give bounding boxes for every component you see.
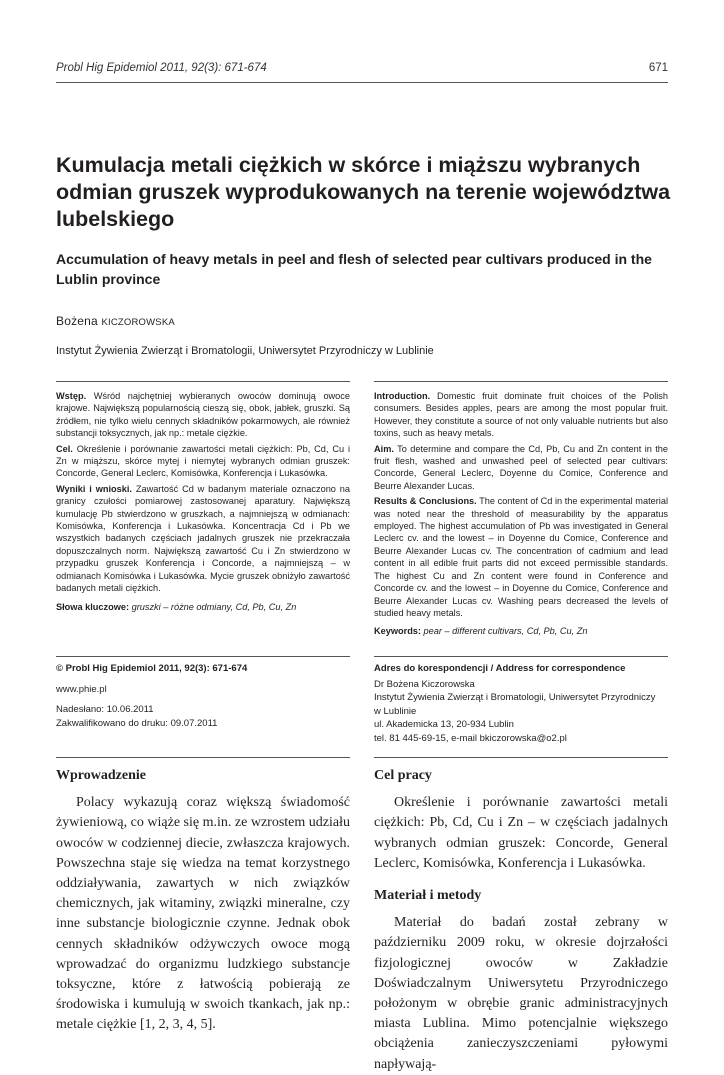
abstract-pl-keywords-text: gruszki – różne odmiany, Cd, Pb, Cu, Zn	[131, 601, 297, 612]
body-left-column	[56, 766, 350, 1036]
abstract-pl-keywords	[56, 601, 350, 613]
submitted-date: Nadesłano: 10.06.2011	[56, 704, 154, 715]
abstract-en-intro-label: Introduction.	[374, 391, 431, 401]
author-last-name: KICZOROWSKA	[101, 317, 175, 328]
correspondence-top-rule	[374, 656, 668, 657]
abstract-english	[374, 390, 668, 641]
abstract-en-keywords-text: pear – different cultivars, Cd, Pb, Cu, Zn	[423, 626, 588, 637]
copyright-line: © Probl Hig Epidemiol 2011, 92(3): 671-674	[56, 663, 248, 674]
body-right-column	[374, 766, 668, 1075]
accepted-date: Zakwalifikowano do druku: 09.07.2011	[56, 717, 218, 729]
correspondence-block	[374, 662, 674, 745]
abstract-en-results-label: Results & Conclusions.	[374, 496, 477, 507]
abstract-pl-results	[56, 483, 350, 595]
header-rule	[56, 82, 668, 83]
website-link[interactable]: www.phie.pl	[56, 683, 107, 695]
body-left-top-rule	[56, 757, 350, 758]
abstract-pl-results-text: Zawartość Cd w badanym materiale oznaczono na granicy czułości pomiarowej zastosowanej aparatury. Największą kumulację Pb stwierdzono w gruszkach, a najmniejszą w odmianach: Komisówka, Konferencja i Lukasówka. Koncentracja Cd i Pb we wszystkich badanych częściach jadalnych gruszek nie przekraczała dopuszczalnych norm. Największą zawartość Cu i Zn stwierdzono w przypadku gruszek Konferencja i Concorde, a najmniejszą – w odmianach Komisówka i Lukasówka. Mycie gruszek obniżyło zawartość badanych metali ciężkich.	[56, 483, 350, 594]
body-right-top-rule	[374, 757, 668, 758]
abstract-en-aim-text: To determine and compare the Cd, Pb, Cu and Zn content in the fruit flesh, washed and unwashed peel of selected pear cultivars: Concorde, General Leclerc, Doyenne du Comice, Conference and Beurre Alexander Lucas.	[374, 443, 668, 491]
title-english: Accumulation of heavy metals in peel and flesh of selected pear cultivars produced in the Lublin province	[56, 251, 652, 287]
abstract-polish	[56, 390, 350, 616]
pubinfo-top-rule	[56, 656, 350, 657]
abstract-en-keywords	[374, 625, 668, 637]
abstract-en-results	[374, 495, 668, 619]
introduction-paragraph: Polacy wykazują coraz większą świadomość żywieniową, co wiąże się m.in. ze wzrostem udziału owoców w codziennej diecie, zwłaszcza krajowych. Powszechna staje się wiedza na temat korzystnego oddziaływania, zawartych w nich związków chemicznych, jak witaminy, związki mineralne, czy inne substancje biologicznie czynne. Jednak obok cennych składników odżywczych owoce mogą wprowadzać do organizmu ludzkiego substancje toksyczne, które z łatwością pobierają ze środowiska i kumulują w swoich tkankach, jak np.: metale ciężkie [1, 2, 3, 4, 5].	[56, 795, 350, 1033]
section-heading-introduction: Wprowadzenie	[56, 768, 146, 783]
page-number: 671	[648, 62, 668, 74]
abstract-en-keywords-label: Keywords:	[374, 626, 421, 637]
abstract-pl-intro-label: Wstęp.	[56, 391, 87, 401]
title-polish: Kumulacja metali ciężkich w skórce i miąższu wybranych odmian gruszek wyprodukowanych na terenie województwa lubelskiego	[56, 153, 671, 231]
abstract-en-results-text: The content of Cd in the experimental material was noted near the threshold of measurability by the apparatus employed. The highest accumulation of Pb was investigated in General Leclerc cv. and the lowest – in Doyenne du Comice, Conference and Beurre Alexander Lucas cv. The concentration of cadmium and lead content in all edible fruit parts did not exceed permissible standards. The highest Cu and Zn content were found in Conference and Concorde cv. and the lowest – in Doyenne du Comice, Conference and Beurre Alexander Lucas cv. Washing pears decreased the levels of studied heavy metals.	[374, 496, 668, 618]
abstract-pl-aim-label: Cel.	[56, 443, 73, 454]
abstract-en-top-rule	[374, 381, 668, 382]
abstract-pl-intro-text: Wśród najchętniej wybieranych owoców dominują owoce krajowe. Największą popularnością cieszą się, obok, jabłek, gruszki. Są źródłem, nie tylko wielu cennych składników pokarmowych, ale również substancji toksycznych, jak np.: metale ciężkie.	[56, 391, 350, 439]
section-heading-methods: Materiał i metody	[374, 888, 482, 904]
abstract-pl-aim	[56, 443, 350, 480]
correspondence-institution-line2: w Lublinie	[374, 705, 417, 717]
abstract-en-intro-text: Domestic fruit dominate fruit choices of the Polish consumers. Besides apples, pears are among the most popular fruit. However, they constitute a source of not only valuable nutrients but also toxins, such as heavy metals.	[374, 391, 668, 439]
abstract-en-intro	[374, 390, 668, 440]
author-first-name: Bożena	[56, 314, 98, 328]
correspondence-address: ul. Akademicka 13, 20-934 Lublin	[374, 719, 514, 730]
affiliation: Instytut Żywienia Zwierząt i Bromatologii, Uniwersytet Przyrodniczy w Lublinie	[56, 345, 434, 357]
correspondence-name: Dr Bożena Kiczorowska	[374, 678, 475, 690]
abstract-pl-top-rule	[56, 381, 350, 382]
abstract-en-aim-label: Aim.	[374, 443, 394, 454]
running-head: Probl Hig Epidemiol 2011, 92(3): 671-674	[56, 62, 267, 74]
publication-info	[56, 662, 350, 730]
aim-paragraph: Określenie i porównanie zawartości metali ciężkich: Pb, Cd, Cu i Zn – w częściach jadalnych wybranych odmian gruszek: Concorde, General Leclerc, Komisówka, Konferencja i Lukasówka.	[374, 795, 668, 871]
correspondence-institution-line1: Instytut Żywienia Zwierząt i Bromatologii, Uniwersytet Przyrodniczy	[374, 692, 656, 703]
correspondence-heading: Adres do korespondencji / Address for correspondence	[374, 663, 626, 674]
abstract-pl-aim-text: Określenie i porównanie zawartości metali ciężkich: Pb, Cd, Cu i Zn w miąższu, skórce mytej i niemytej wybranych odmian gruszek: Concorde, General Leclerc, Komisówka, Konferencja i Lukasówka.	[56, 443, 350, 479]
correspondence-contact: tel. 81 445-69-15, e-mail bkiczorowska@o2.pl	[374, 732, 567, 744]
author	[56, 314, 175, 328]
abstract-pl-keywords-label: Słowa kluczowe:	[56, 601, 130, 612]
abstract-pl-intro	[56, 390, 350, 440]
methods-paragraph: Materiał do badań został zebrany w październiku 2009 roku, w okresie dojrzałości fizjologicznej owoców w Zakładzie Doświadczalnym Uniwersytetu Przyrodniczego położonym w obrębie granic administracyjnych miasta Lublina. Mimo potencjalnie większego obciążenia zanieczyszczeniami pyłowymi napływają-	[374, 915, 668, 1072]
abstract-pl-results-label: Wyniki i wnioski.	[56, 483, 132, 494]
section-heading-aim: Cel pracy	[374, 768, 432, 783]
abstract-en-aim	[374, 443, 668, 493]
